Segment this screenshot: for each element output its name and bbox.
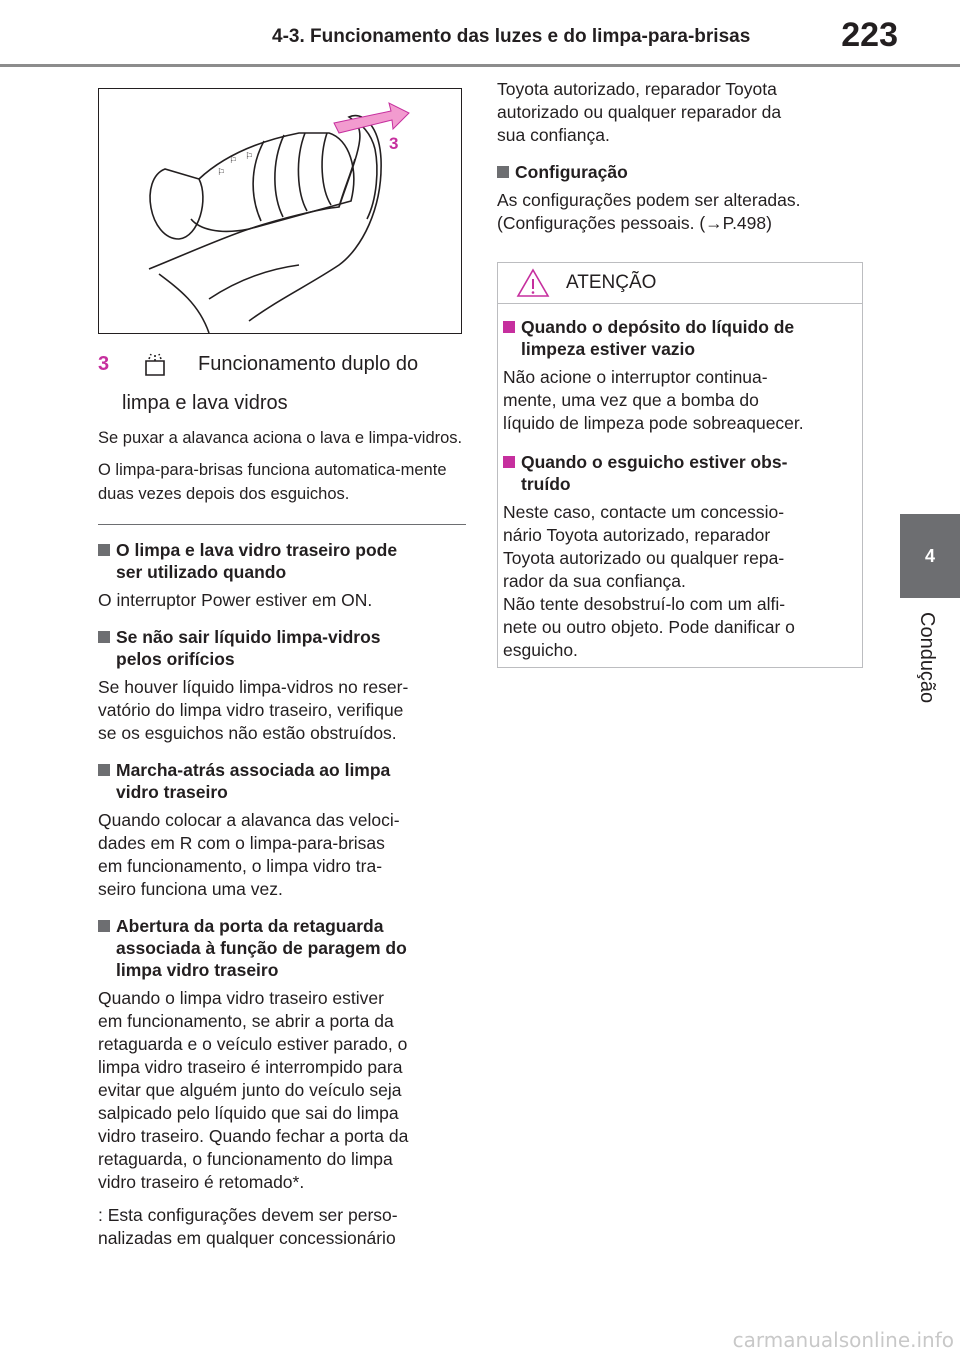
section-title: Abertura da porta da retaguarda associada à função de paragem do limpa vidro traseiro <box>116 916 407 980</box>
continuation-text: Toyota autorizado, reparador Toyota autorizado ou qualquer reparador da sua confiança. <box>497 79 782 145</box>
hand-pulling-lever-image <box>99 89 461 333</box>
warning-item-title: Quando o depósito do líquido de limpeza estiver vazio <box>521 317 795 359</box>
figure-callout: 3 <box>389 134 399 153</box>
warning-heading: ATENÇÃO <box>566 272 657 293</box>
warning-header <box>498 263 862 304</box>
svg-text:⚐: ⚐ <box>229 156 238 166</box>
bullet-square-icon <box>503 456 515 468</box>
section-title: Se não sair líquido limpa-vidros pelos orifícios <box>116 627 381 669</box>
warning-item-title: Quando o esguicho estiver obs- truído <box>521 452 788 494</box>
config-body: As configurações podem ser alteradas. (Configurações pessoais. (→P.498) <box>497 190 801 233</box>
warning-triangle-icon <box>516 267 550 299</box>
chapter-tab-label: Condução <box>916 612 938 704</box>
info-section <box>98 539 466 612</box>
section-title: O limpa e lava vidro traseiro pode ser utilizado quando <box>116 540 398 582</box>
watermark: carmanualsonline.info <box>732 1328 954 1352</box>
warning-item-body: Neste caso, contacte um concessio- nário Toyota autorizado, reparador Toyota autorizado ou qualquer repa- rador da sua confiança. Não tente desobstruí-lo com um alfi- nete ou outro objeto. Pode danificar o esguicho. <box>503 502 795 660</box>
warning-item <box>503 451 850 662</box>
wiper-lever-illustration <box>98 88 462 334</box>
page-number: 223 <box>841 16 898 54</box>
bullet-square-icon <box>98 631 110 643</box>
step-description-2: O limpa-para-brisas funciona automatica-mente duas vezes depois dos esguichos. <box>98 461 447 503</box>
header-divider <box>0 64 960 67</box>
chapter-tab-number: 4 <box>924 545 935 566</box>
bullet-square-icon <box>497 166 509 178</box>
section-divider <box>98 524 466 525</box>
warning-item <box>503 316 850 435</box>
chapter-title: 4-3. Funcionamento das luzes e do limpa-para-brisas <box>272 26 751 47</box>
bullet-square-icon <box>503 321 515 333</box>
info-section <box>98 759 466 901</box>
step-title-line2: limpa e lava vidros <box>122 392 288 414</box>
step-title-line1: Funcionamento duplo do <box>198 353 419 375</box>
warning-box <box>497 262 863 668</box>
chapter-tab[interactable] <box>900 514 960 598</box>
step-number: 3 <box>98 353 110 375</box>
section-title: Marcha-atrás associada ao limpa vidro traseiro <box>116 760 391 802</box>
info-section <box>98 915 466 1194</box>
bullet-square-icon <box>98 544 110 556</box>
bullet-square-icon <box>98 764 110 776</box>
section-body: O interruptor Power estiver em ON. <box>98 590 373 610</box>
section-body: Se houver líquido limpa-vidros no reser- vatório do limpa vidro traseiro, verifique se os esguichos não estão obstruídos. <box>98 677 409 743</box>
svg-text:⚐: ⚐ <box>217 168 226 178</box>
svg-text:⚐: ⚐ <box>245 152 254 162</box>
step-description-1: Se puxar a alavanca aciona o lava e limpa-vidros. <box>98 429 463 447</box>
step-heading <box>98 350 466 378</box>
footnote: : Esta configurações devem ser perso- nalizadas em qualquer concessionário <box>98 1205 398 1248</box>
bullet-square-icon <box>98 920 110 932</box>
info-section <box>98 626 466 745</box>
config-title: Configuração <box>515 162 628 182</box>
washer-wiper-icon <box>144 351 166 377</box>
section-body: Quando o limpa vidro traseiro estiver em funcionamento, se abrir a porta da retaguarda e o veículo estiver parado, o limpa vidro traseiro é interrompido para evitar que alguém junto do veículo seja salpicado pelo líquido que sai do limpa vidro traseiro. Quando fechar a porta da retaguarda, o funcionamento do limpa vidro traseiro é retomado*. <box>98 988 409 1192</box>
warning-item-body: Não acione o interruptor continua- mente, uma vez que a bomba do líquido de limpeza pode sobreaquecer. <box>503 367 804 433</box>
section-body: Quando colocar a alavanca das veloci- dades em R com o limpa-para-brisas em funcionamento, o limpa vidro tra- seiro funciona uma vez. <box>98 810 400 899</box>
right-column <box>497 78 863 235</box>
left-column <box>98 350 466 1250</box>
